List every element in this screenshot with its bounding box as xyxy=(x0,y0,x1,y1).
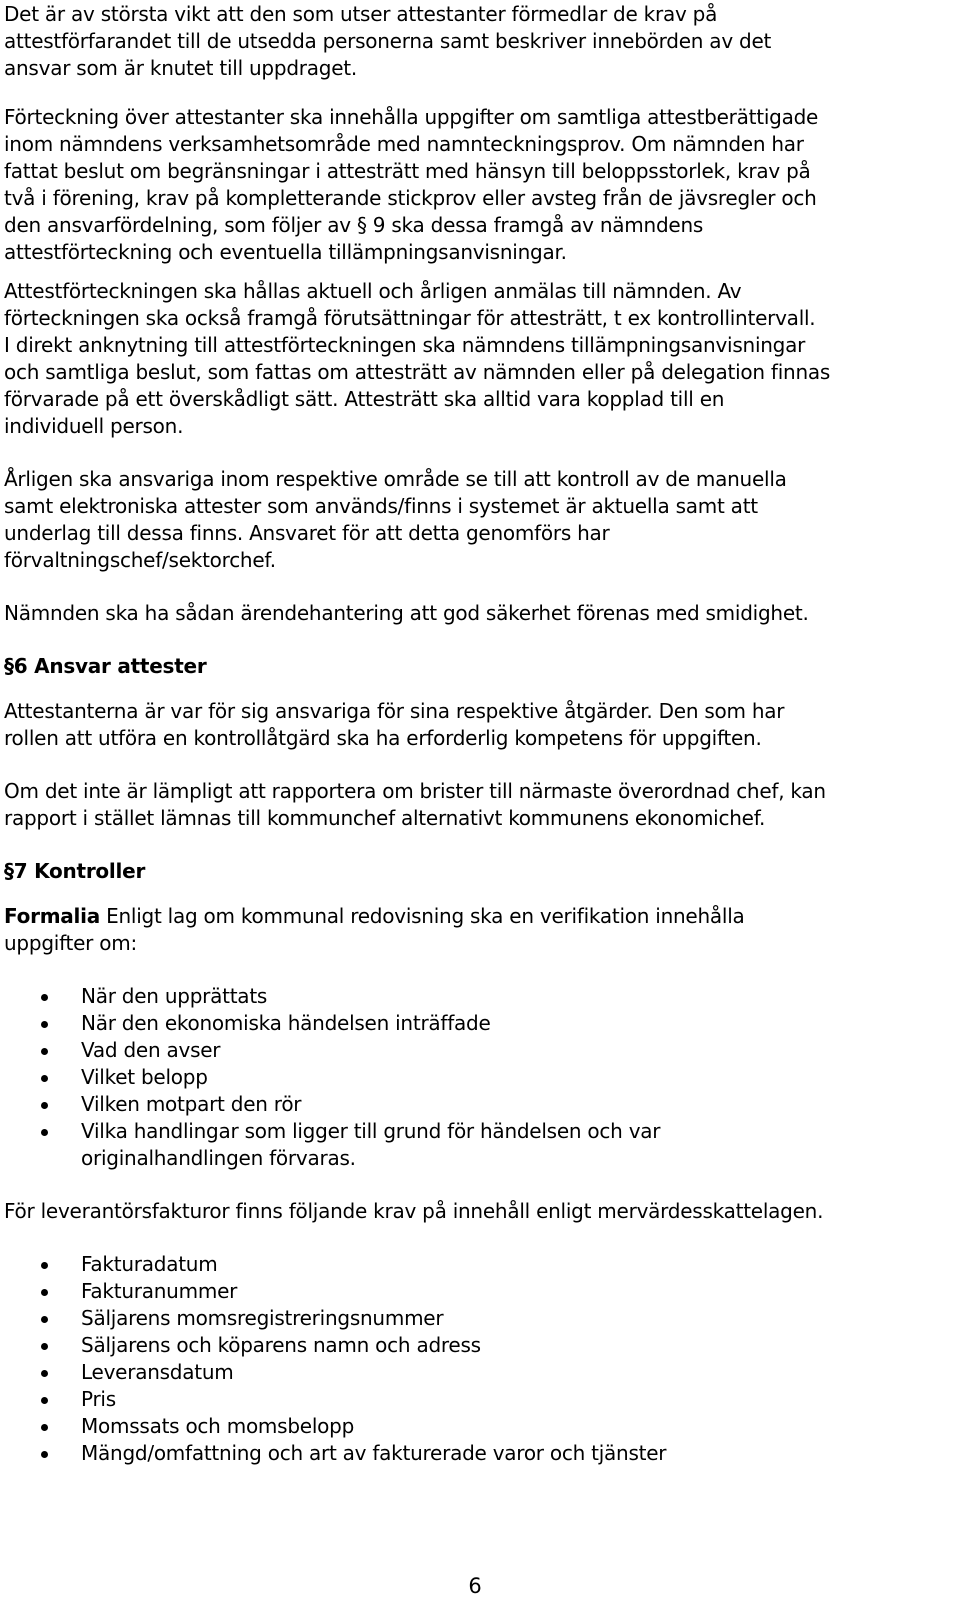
document-page xyxy=(4,0,954,1467)
list-item: Fakturanummer xyxy=(4,1278,954,1305)
text-line: och samtliga beslut, som fattas om attesträtt av nämnden eller på delegation finnas xyxy=(4,360,831,384)
text-line: individuell person. xyxy=(4,414,184,438)
formalia-label: Formalia xyxy=(4,904,100,928)
text-line: förteckningen ska också framgå förutsättningar för attesträtt, t ex kontrollintervall. xyxy=(4,306,816,330)
arligen-paragraph xyxy=(4,466,954,574)
text-line: rollen att utföra en kontrollåtgärd ska ha erforderlig kompetens för uppgiften. xyxy=(4,726,762,750)
bullet-icon xyxy=(41,1289,48,1296)
text-line: Årligen ska ansvariga inom respektive område se till att kontroll av de manuella xyxy=(4,467,787,491)
bullet-icon xyxy=(41,1075,48,1082)
text-line: förvaltningschef/sektorchef. xyxy=(4,548,276,572)
list-item: Säljarens och köparens namn och adress xyxy=(4,1332,954,1359)
list-item: Pris xyxy=(4,1386,954,1413)
verifikation-list xyxy=(4,983,954,1172)
text-line: fattat beslut om begränsningar i attesträtt med hänsyn till beloppsstorlek, krav på xyxy=(4,159,811,183)
text-line: Det är av största vikt att den som utser attestanter förmedlar de krav på xyxy=(4,2,718,26)
text-line: ansvar som är knutet till uppdraget. xyxy=(4,56,357,80)
bullet-icon xyxy=(41,1397,48,1404)
text-line: I direkt anknytning till attestförteckningen ska nämndens tillämpningsanvisningar xyxy=(4,333,806,357)
text-line: förvarade på ett överskådligt sätt. Attesträtt ska alltid vara kopplad till en xyxy=(4,387,725,411)
list-item: Vilka handlingar som ligger till grund för händelsen och var xyxy=(4,1118,954,1145)
text-line: Attestanterna är var för sig ansvariga för sina respektive åtgärder. Den som har xyxy=(4,699,785,723)
bullet-icon xyxy=(41,1102,48,1109)
list-item: Momssats och momsbelopp xyxy=(4,1413,954,1440)
list-item-continuation: originalhandlingen förvaras. xyxy=(81,1146,356,1170)
list-item: När den upprättats xyxy=(4,983,954,1010)
formalia-paragraph xyxy=(4,903,954,957)
text-line: inom nämndens verksamhetsområde med namnteckningsprov. Om nämnden har xyxy=(4,132,804,156)
bullet-icon xyxy=(41,1370,48,1377)
bullet-icon xyxy=(41,994,48,1001)
aktuell-paragraph xyxy=(4,278,954,440)
page-number: 6 xyxy=(468,1574,482,1598)
bullet-icon xyxy=(41,1262,48,1269)
section-6-paragraph-2 xyxy=(4,778,954,832)
text-line: attestförteckning och eventuella tillämpningsanvisningar. xyxy=(4,240,567,264)
section-6-heading: §6 Ansvar attester xyxy=(4,654,207,678)
text-line: attestförfarandet till de utsedda personerna samt beskriver innebörden av det xyxy=(4,29,772,53)
list-item: Mängd/omfattning och art av fakturerade varor och tjänster xyxy=(4,1440,954,1467)
text-line: uppgifter om: xyxy=(4,931,137,955)
text-line: Om det inte är lämpligt att rapportera om brister till närmaste överordnad chef, kan xyxy=(4,779,826,803)
section-7-heading: §7 Kontroller xyxy=(4,859,146,883)
list-item: När den ekonomiska händelsen inträffade xyxy=(4,1010,954,1037)
bullet-icon xyxy=(41,1451,48,1458)
formalia-text: Enligt lag om kommunal redovisning ska en verifikation innehålla xyxy=(100,904,745,928)
list-item: Vilken motpart den rör xyxy=(4,1091,954,1118)
intro-paragraph xyxy=(4,1,954,82)
text-line: Förteckning över attestanter ska innehålla uppgifter om samtliga attestberättigade xyxy=(4,105,819,129)
text-line xyxy=(4,903,954,930)
list-item: Säljarens momsregistreringsnummer xyxy=(4,1305,954,1332)
leverantor-intro: För leverantörsfakturor finns följande krav på innehåll enligt mervärdesskattelagen. xyxy=(4,1199,824,1223)
bullet-icon xyxy=(41,1129,48,1136)
faktura-list xyxy=(4,1251,954,1467)
forteckning-paragraph xyxy=(4,104,954,266)
text-line: den ansvarfördelning, som följer av § 9 ska dessa framgå av nämndens xyxy=(4,213,704,237)
text-line: Attestförteckningen ska hållas aktuell och årligen anmälas till nämnden. Av xyxy=(4,279,742,303)
text-line: två i förening, krav på kompletterande stickprov eller avsteg från de jävsregler och xyxy=(4,186,817,210)
list-item: Vilket belopp xyxy=(4,1064,954,1091)
list-item: Fakturadatum xyxy=(4,1251,954,1278)
arendehantering-paragraph: Nämnden ska ha sådan ärendehantering att god säkerhet förenas med smidighet. xyxy=(4,601,809,625)
list-item: Leveransdatum xyxy=(4,1359,954,1386)
bullet-icon xyxy=(41,1424,48,1431)
bullet-icon xyxy=(41,1048,48,1055)
list-item: Vad den avser xyxy=(4,1037,954,1064)
text-line: rapport i stället lämnas till kommunchef alternativt kommunens ekonomichef. xyxy=(4,806,766,830)
bullet-icon xyxy=(41,1343,48,1350)
section-6-paragraph-1 xyxy=(4,698,954,752)
text-line: samt elektroniska attester som används/finns i systemet är aktuella samt att xyxy=(4,494,758,518)
bullet-icon xyxy=(41,1021,48,1028)
bullet-icon xyxy=(41,1316,48,1323)
text-line: underlag till dessa finns. Ansvaret för att detta genomförs har xyxy=(4,521,610,545)
